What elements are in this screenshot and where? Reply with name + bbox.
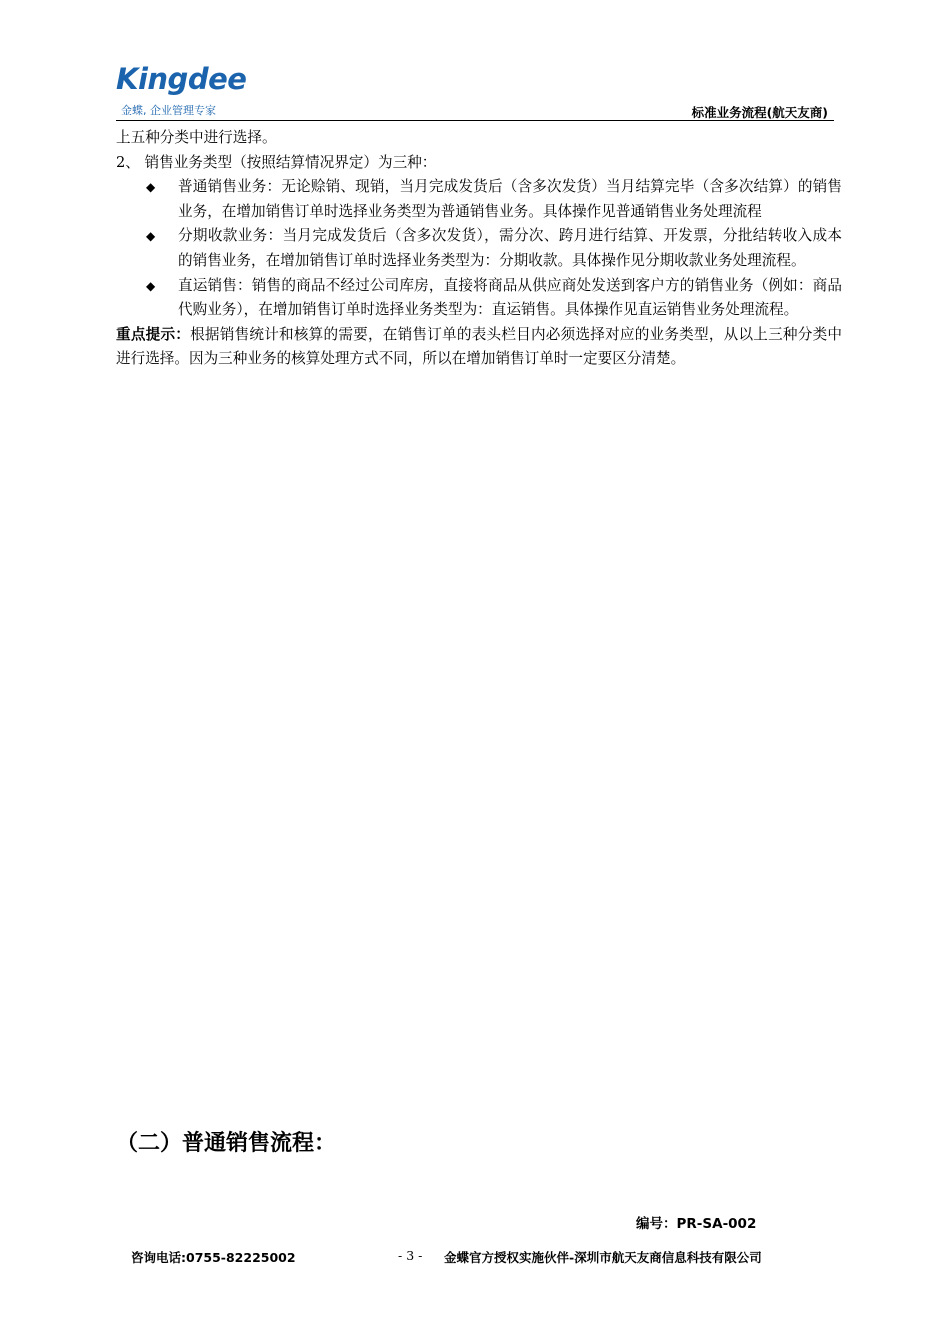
header-doc-title: 标准业务流程(航天友商) <box>691 105 828 120</box>
doc-number: 编号：PR-SA-002 <box>636 1216 757 1232</box>
list-item <box>116 274 842 323</box>
logo-tagline: 金蝶, 企业管理专家 <box>121 104 216 117</box>
list-item-text: 普通销售业务：无论赊销、现销，当月完成发货后（含多次发货）当月结算完毕（含多次结算）的销售业务，在增加销售订单时选择业务类型为普通销售业务。具体操作见普通销售业务处理流程 <box>178 178 842 220</box>
continuation-line: 上五种分类中进行选择。 <box>116 129 277 146</box>
footer-page-number: - 3 - <box>398 1248 423 1263</box>
note-label: 重点提示： <box>116 325 191 343</box>
header-rule <box>116 120 834 121</box>
list-item <box>116 224 842 273</box>
diamond-bullet-icon: ◆ <box>146 180 156 195</box>
page-header <box>116 62 834 122</box>
diamond-bullet-icon: ◆ <box>146 229 156 244</box>
footer-phone: 咨询电话:0755-82225002 <box>131 1250 296 1265</box>
kingdee-logo: Kingdee <box>116 62 247 96</box>
key-note <box>116 323 842 372</box>
list-item-text: 直运销售：销售的商品不经过公司库房，直接将商品从供应商处发送到客户方的销售业务（例如：商品代购业务），在增加销售订单时选择业务类型为：直运销售。具体操作见直运销售业务处理流程。 <box>178 276 842 319</box>
list-item <box>116 175 842 224</box>
section-heading: （二）普通销售流程： <box>116 1131 337 1156</box>
note-text: 根据销售统计和核算的需要，在销售订单的表头栏目内必须选择对应的业务类型，从以上三种分类中进行选择。因为三种业务的核算处理方式不同，所以在增加销售订单时一定要区分清楚。 <box>116 325 842 368</box>
point-2: 2、 销售业务类型（按照结算情况界定）为三种： <box>116 153 437 171</box>
footer-company: 金蝶官方授权实施伙伴-深圳市航天友商信息科技有限公司 <box>444 1250 762 1265</box>
body-text <box>116 126 842 372</box>
diamond-bullet-icon: ◆ <box>146 278 156 293</box>
list-item-text: 分期收款业务：当月完成发货后（含多次发货），需分次、跨月进行结算、开发票，分批结转收入成本的销售业务，在增加销售订单时选择业务类型为：分期收款。具体操作见分期收款业务处理流程。 <box>178 227 842 269</box>
